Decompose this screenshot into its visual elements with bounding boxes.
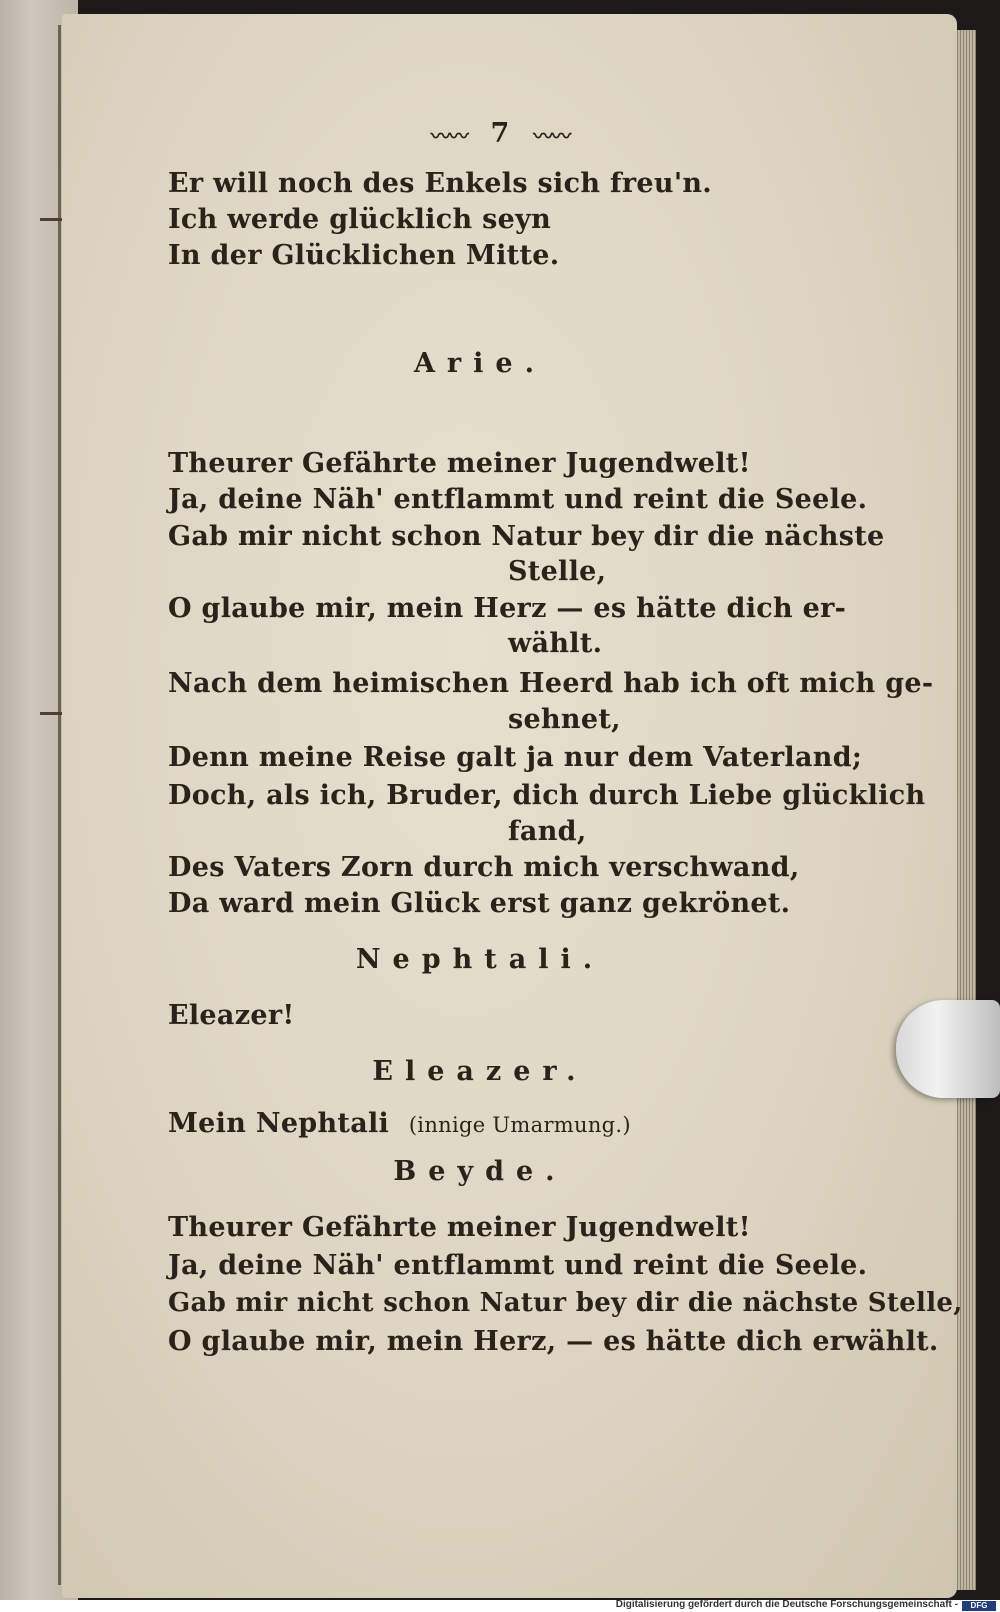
aria-line: Doch, als ich, Bruder, dich durch Liebe glücklich	[168, 780, 926, 811]
text-line: In der Glücklichen Mitte.	[168, 240, 560, 271]
speaker-nephtali: Nephtali.	[355, 944, 605, 975]
speaker-beyde: Beyde.	[393, 1156, 567, 1187]
page-number: 7	[490, 118, 510, 149]
dfg-logo: DFG	[962, 1601, 996, 1611]
chorus-line: Gab mir nicht schon Natur bey dir die nächste Stelle,	[168, 1288, 963, 1318]
aria-line: Theurer Gefährte meiner Jugendwelt!	[168, 448, 751, 479]
aria-line: Des Vaters Zorn durch mich verschwand,	[168, 852, 800, 883]
aria-line-continuation: sehnet,	[508, 704, 621, 735]
ornament-left: 〰〰	[430, 124, 467, 148]
page-clip-tab	[896, 1000, 1000, 1098]
chorus-line: Theurer Gefährte meiner Jugendwelt!	[168, 1212, 751, 1243]
ornament-right: 〰〰	[533, 124, 570, 148]
page-header	[400, 118, 600, 149]
footer-credit: Digitalisierung gefördert durch die Deutsche Forschungsgemeinschaft -	[615, 1599, 958, 1610]
aria-line: Gab mir nicht schon Natur bey dir die nächste	[168, 521, 885, 552]
aria-line-continuation: wählt.	[508, 628, 603, 659]
aria-line: Denn meine Reise galt ja nur dem Vaterland;	[168, 742, 863, 773]
aria-line: O glaube mir, mein Herz — es hätte dich er-	[168, 593, 847, 624]
text-line-with-direction	[168, 1108, 631, 1139]
aria-line-continuation: Stelle,	[508, 556, 607, 587]
aria-line-continuation: fand,	[508, 816, 587, 847]
section-heading-arie: Arie.	[413, 348, 546, 379]
footer-bar	[0, 1600, 1000, 1612]
text-line: Eleazer!	[168, 1000, 295, 1031]
speaker-eleazer: Eleazer.	[372, 1056, 588, 1087]
gutter-line	[58, 25, 61, 1585]
chorus-line: O glaube mir, mein Herz, — es hätte dich erwählt.	[168, 1326, 939, 1357]
speech-text: Mein Nephtali	[168, 1108, 390, 1139]
aria-line: Da ward mein Glück erst ganz gekrönet.	[168, 888, 791, 919]
chorus-line: Ja, deine Näh' entflammt und reint die Seele.	[168, 1250, 868, 1281]
stage-direction: (innige Umarmung.)	[408, 1113, 631, 1137]
text-line: Ich werde glücklich seyn	[168, 204, 551, 235]
aria-line: Nach dem heimischen Heerd hab ich oft mich ge-	[168, 668, 934, 699]
aria-line: Ja, deine Näh' entflammt und reint die Seele.	[168, 484, 868, 515]
text-line: Er will noch des Enkels sich freu'n.	[168, 168, 713, 199]
